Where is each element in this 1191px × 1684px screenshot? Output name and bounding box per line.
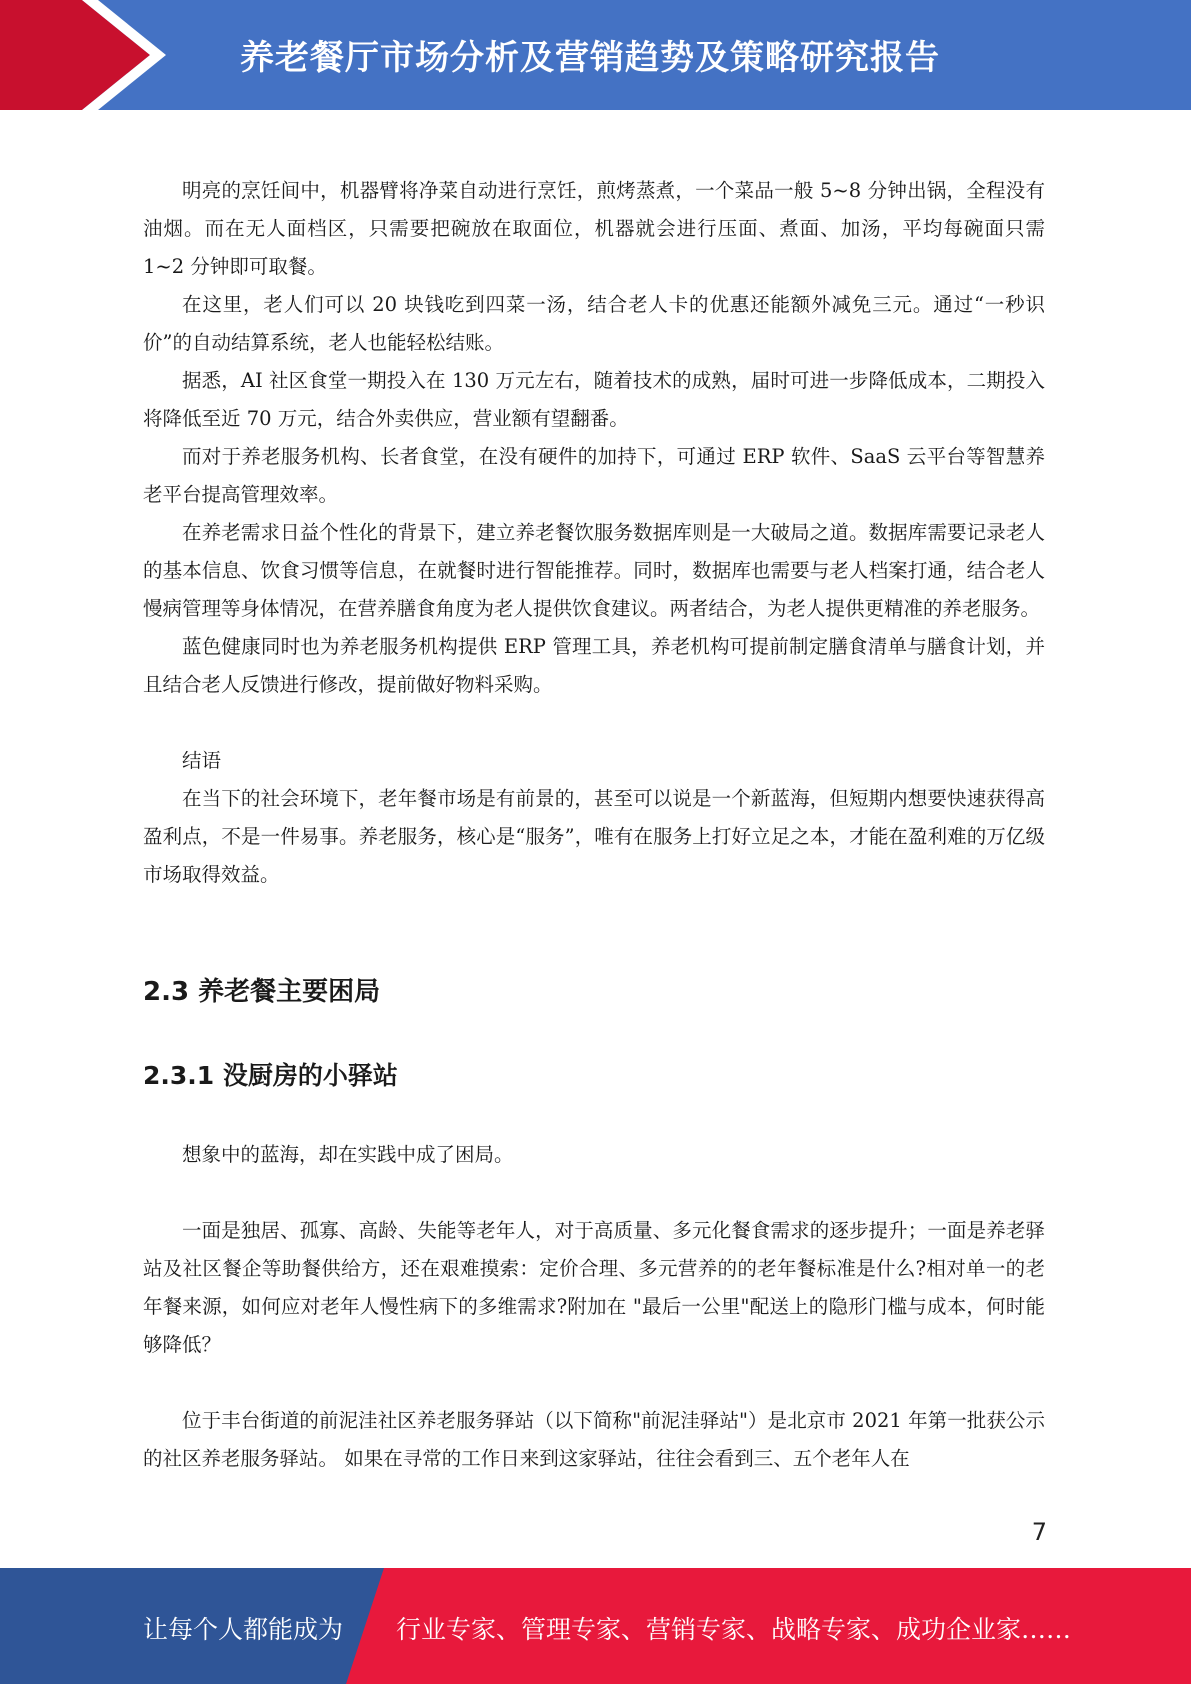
body-paragraph: 在养老需求日益个性化的背景下，建立养老餐饮服务数据库则是一大破局之道。数据库需要记录老人的基本信息、饮食习惯等信息，在就餐时进行智能推荐。同时，数据库也需要与老人档案打通，结合老人慢病管理等身体情况，在营养膳食角度为老人提供饮食建议。两者结合，为老人提供更精准的养老服务。 — [143, 521, 1045, 620]
body-paragraph: 蓝色健康同时也为养老服务机构提供 ERP 管理工具，养老机构可提前制定膳食清单与膳食计划，并且结合老人反馈进行修改，提前做好物料采购。 — [143, 635, 1045, 696]
body-paragraph: 在这里，老人们可以 20 块钱吃到四菜一汤，结合老人卡的优惠还能额外减免三元。通过“一秒识价”的自动结算系统，老人也能轻松结账。 — [143, 293, 1045, 354]
footer-slogan-left: 让每个人都能成为 — [143, 1615, 344, 1644]
body-paragraph: 位于丰台街道的前泥洼社区养老服务驿站（以下简称"前泥洼驿站"）是北京市 2021 年第一批获公示的社区养老服务驿站。 如果在寻常的工作日来到这家驿站，往往会看到三、五个老年人在 — [143, 1409, 1045, 1470]
body-paragraph: 而对于养老服务机构、长者食堂，在没有硬件的加持下，可通过 ERP 软件、SaaS 云平台等智慧养老平台提高管理效率。 — [143, 445, 1045, 506]
page-number: 7 — [1031, 1518, 1047, 1546]
page-footer — [0, 1568, 1191, 1684]
page-header — [0, 0, 1191, 110]
conclusion-label: 结语 — [182, 749, 222, 772]
body-paragraph: 一面是独居、孤寡、高龄、失能等老年人，对于高质量、多元化餐食需求的逐步提升；一面是养老驿站及社区餐企等助餐供给方，还在艰难摸索：定价合理、多元营养的的老年餐标准是什么?相对单一的老年餐来源，如何应对老年人慢性病下的多维需求?附加在 "最后一公里"配送上的隐形门槛与成本，何时能够降低？ — [143, 1219, 1045, 1356]
footer-slogan-right: 行业专家、管理专家、营销专家、战略专家、成功企业家…… — [396, 1615, 1072, 1644]
body-paragraph: 据悉，AI 社区食堂一期投入在 130 万元左右，随着技术的成熟，届时可进一步降低成本，二期投入将降低至近 70 万元，结合外卖供应，营业额有望翻番。 — [143, 369, 1045, 430]
section-heading: 2.3 养老餐主要困局 — [143, 977, 381, 1007]
main-content — [143, 172, 1045, 1478]
body-paragraph: 想象中的蓝海，却在实践中成了困局。 — [182, 1143, 514, 1166]
conclusion-paragraph: 在当下的社会环境下，老年餐市场是有前景的，甚至可以说是一个新蓝海，但短期内想要快速获得高盈利点，不是一件易事。养老服务，核心是“服务”，唯有在服务上打好立足之本，才能在盈利难的万亿级市场取得效益。 — [143, 787, 1045, 886]
document-title: 养老餐厅市场分析及营销趋势及策略研究报告 — [240, 38, 940, 78]
subsection-heading: 2.3.1 没厨房的小驿站 — [143, 1061, 398, 1090]
body-paragraph: 明亮的烹饪间中，机器臂将净菜自动进行烹饪，煎烤蒸煮，一个菜品一般 5~8 分钟出锅，全程没有油烟。而在无人面档区，只需要把碗放在取面位，机器就会进行压面、煮面、加汤，平均每碗面只需 1~2 分钟即可取餐。 — [143, 179, 1045, 278]
